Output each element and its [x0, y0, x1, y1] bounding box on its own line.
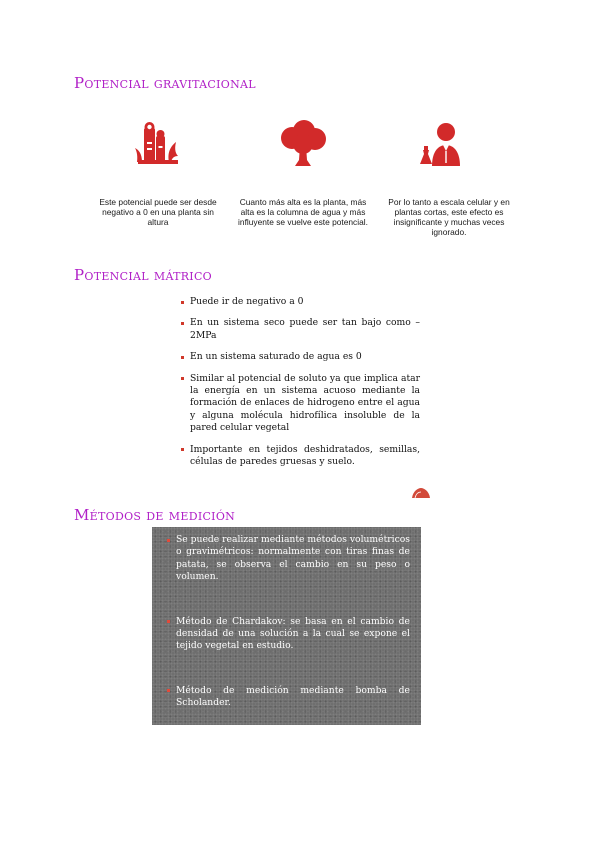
list-item: Método de medición mediante bomba de Scholander. — [166, 685, 410, 710]
list-item: En un sistema seco puede ser tan bajo como –2MPa — [180, 317, 420, 342]
section-title-matrico: Potencial mátrico — [74, 266, 212, 284]
tree-icon — [278, 120, 328, 170]
bullet-list-matrico — [180, 296, 420, 477]
icon-row — [0, 120, 600, 180]
list-item: Se puede realizar mediante métodos volumétricos o gravimétricos: normalmente con tiras finas de patata, se observa el cambio en su peso o volumen. — [166, 534, 410, 584]
section-title-gravitacional: Potencial gravitacional — [74, 74, 256, 92]
list-item: Puede ir de negativo a 0 — [180, 296, 420, 308]
scientist-flask-icon — [420, 120, 468, 168]
caption-gravitacional-3: Por lo tanto a escala celular y en plantas cortas, este efecto es insignificante y muchas veces ignorado. — [388, 197, 510, 237]
bullet-list-medicion — [166, 534, 410, 710]
caption-gravitacional-1: Este potencial puede ser desde negativo a 0 en una planta sin altura — [99, 197, 217, 227]
list-item: Importante en tejidos deshidratados, semillas, células de paredes gruesas y suelo. — [180, 444, 420, 469]
list-item: Método de Chardakov: se basa en el cambio de densidad de una solución a la cual se expone el tejido vegetal en estudio. — [166, 616, 410, 653]
section-title-medicion: Métodos de medición — [74, 506, 236, 524]
caption-gravitacional-2: Cuanto más alta es la planta, más alta es la columna de agua y más influyente se vuelve este potencial. — [238, 197, 368, 227]
list-item: Similar al potencial de soluto ya que implica atar la energía en un sistema acuoso mediante la formación de enlaces de hidrogeno entre el agua y alguna molécula hidrofílica insoluble de la pared celular vegetal — [180, 373, 420, 435]
list-item: En un sistema saturado de agua es 0 — [180, 351, 420, 363]
decorative-semicircle-icon — [411, 487, 431, 499]
lab-bottles-plant-icon — [134, 120, 182, 166]
